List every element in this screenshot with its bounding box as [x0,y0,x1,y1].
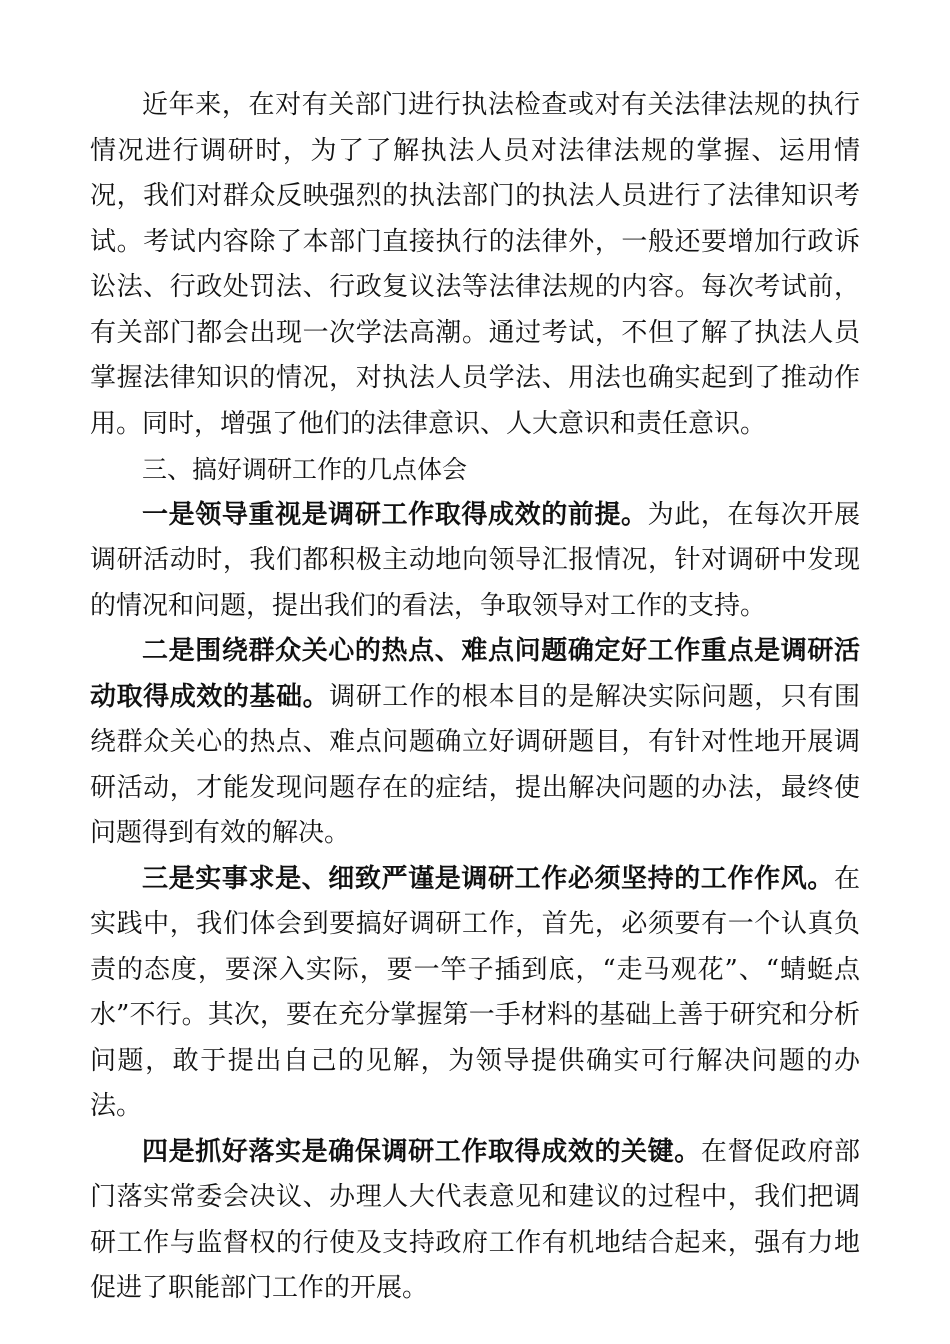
paragraph-point-two [90,629,860,857]
paragraph-body: 在实践中，我们体会到要搞好调研工作，首先，必须要有一个认真负责的态度，要深入实际，要一竿子插到底，“走马观花”、“蜻蜓点水”不行。其次，要在充分掌握第一手材料的基础上善于研究和分析问题，敢于提出自己的见解，为领导提供确实可行解决问题的办法。 [90,863,860,1121]
paragraph-law-exam [90,83,860,447]
paragraph-body: 调研工作的根本目的是解决实际问题，只有围绕群众关心的热点、难点问题确立好调研题目，有针对性地开展调研活动，才能发现问题存在的症结，提出解决问题的办法，最终使问题得到有效的解决。 [90,681,860,848]
paragraph-lead: 二是围绕群众关心的热点、难点问题确定好工作重点是调研活动取得成效的基础。 [90,636,860,712]
paragraph-body: 为此，在每次开展调研活动时，我们都积极主动地向领导汇报情况，针对调研中发现的情况和问题，提出我们的看法，争取领导对工作的支持。 [90,499,860,621]
document-page [90,83,860,1312]
section-heading [90,447,860,493]
section-heading-text: 三、搞好调研工作的几点体会 [142,455,468,484]
paragraph-lead: 一是领导重视是调研工作取得成效的前提。 [142,499,648,530]
paragraph-point-four [90,1130,860,1312]
paragraph-lead: 三是实事求是、细致严谨是调研工作必须坚持的工作作风。 [142,863,834,894]
paragraph-body: 在督促政府部门落实常委会决议、办理人大代表意见和建议的过程中，我们把调研工作与监督权的行使及支持政府工作有机地结合起来，强有力地促进了职能部门工作的开展。 [90,1136,860,1303]
paragraph-body: 近年来，在对有关部门进行执法检查或对有关法律法规的执行情况进行调研时，为了了解执法人员对法律法规的掌握、运用情况，我们对群众反映强烈的执法部门的执法人员进行了法律知识考试。考试内容除了本部门直接执行的法律外，一般还要增加行政诉讼法、行政处罚法、行政复议法等法律法规的内容。每次考试前，有关部门都会出现一次学法高潮。通过考试，不但了解了执法人员掌握法律知识的情况，对执法人员学法、用法也确实起到了推动作用。同时，增强了他们的法律意识、人大意识和责任意识。 [90,90,860,439]
paragraph-point-one [90,493,860,630]
paragraph-point-three [90,857,860,1130]
paragraph-lead: 四是抓好落实是确保调研工作取得成效的关键。 [142,1136,701,1167]
